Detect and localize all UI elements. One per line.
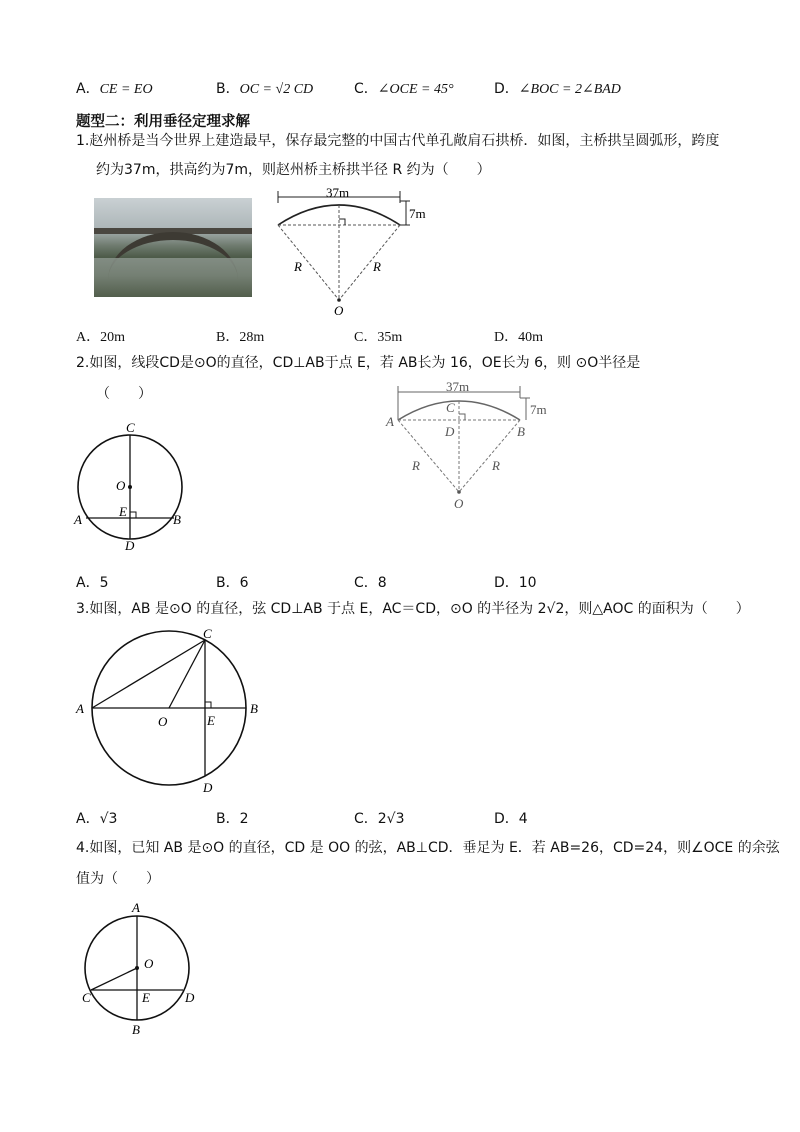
label-a-2: A [386, 414, 394, 429]
q3-circle-diagram [72, 626, 272, 801]
q3-option-c: C．2√3 [354, 811, 405, 827]
q4-line2: 值为（ ） [76, 871, 160, 887]
q3-option-b: B．2 [216, 811, 249, 827]
label-c: C [82, 990, 91, 1005]
q1-option-b: B．28m [216, 330, 265, 345]
option-text: CE = EO [99, 82, 153, 97]
label-a: A [132, 900, 140, 915]
span-label-2: 37m [446, 379, 470, 394]
label-b-2: B [517, 424, 525, 439]
q2-option-d: D．10 [494, 575, 537, 591]
option-c-top [354, 78, 454, 98]
q4-circle-diagram [80, 898, 210, 1038]
option-b-top [216, 78, 313, 98]
q1-option-d: D．40m [494, 330, 543, 345]
label-e: E [142, 990, 150, 1005]
label-e: E [207, 713, 215, 728]
section-title: 题型二：利用垂径定理求解 [76, 114, 250, 130]
label-c: C [203, 626, 212, 641]
option-text: ∠BOC = 2∠BAD [518, 82, 621, 97]
center-label: O [334, 303, 344, 318]
q1-option-a: A．20m [76, 330, 125, 345]
label-o: O [158, 714, 168, 729]
radius-right-2: R [492, 458, 500, 473]
label-d: D [203, 780, 213, 795]
height-label: 7m [409, 206, 426, 221]
q1-bridge-diagram [270, 185, 440, 320]
q1-line1: 1.赵州桥是当今世界上建造最早，保存最完整的中国古代单孔敞肩石拱桥．如图，主桥拱呈圆弧形，跨度 [76, 133, 720, 149]
center-label-2: O [454, 496, 464, 511]
option-text: ∠OCE = 45° [377, 82, 454, 97]
q2-option-b: B．6 [216, 575, 249, 591]
option-label: C． [354, 81, 378, 97]
option-label: B． [216, 81, 240, 97]
q4-line1: 4.如图，已知 AB 是⊙O 的直径，CD 是 OO 的弦，AB⊥CD．垂足为 E．若 AB=26，CD=24，则∠OCE 的余弦 [76, 840, 780, 856]
q3-option-d: D．4 [494, 811, 528, 827]
q3-line1: 3.如图，AB 是⊙O 的直径，弦 CD⊥AB 于点 E，AC＝CD，⊙O 的半径为 2√2，则△AOC 的面积为（ ） [76, 601, 750, 617]
label-d: D [125, 538, 135, 553]
radius-left-2: R [412, 458, 420, 473]
q3-option-a: A．√3 [76, 811, 118, 827]
label-o: O [144, 956, 154, 971]
label-b: B [132, 1022, 140, 1037]
option-a-top [76, 78, 153, 98]
span-label: 37m [326, 185, 350, 200]
label-o: O [116, 478, 126, 493]
q2-option-c: C．8 [354, 575, 387, 591]
zhaozhou-bridge-photo [94, 198, 252, 297]
option-label: A． [76, 81, 100, 97]
label-a: A [74, 512, 82, 527]
q1-line2: 约为37m，拱高约为7m，则赵州桥主桥拱半径 R 约为（ ） [96, 162, 491, 178]
option-text: OC = √2 CD [239, 82, 314, 97]
label-b: B [173, 512, 181, 527]
q2-line1: 2.如图，线段CD是⊙O的直径，CD⊥AB于点 E，若 AB长为 16，OE长为 6，则 ⊙O半径是 [76, 355, 641, 371]
q1-option-c: C．35m [354, 330, 403, 345]
radius-label-left: R [294, 259, 302, 274]
label-c: C [126, 420, 135, 435]
height-label-2: 7m [530, 402, 547, 417]
q2-line2: （ ） [96, 386, 152, 402]
label-d-2: D [445, 424, 455, 439]
option-label: D． [494, 81, 519, 97]
label-b: B [250, 701, 258, 716]
label-e: E [119, 504, 127, 519]
label-c-2: C [446, 400, 455, 415]
q2-bridge-diagram [380, 380, 560, 515]
option-d-top [494, 78, 621, 98]
q2-option-a: A．5 [76, 575, 109, 591]
label-d: D [185, 990, 195, 1005]
q2-circle-diagram [72, 420, 202, 555]
label-a: A [76, 701, 84, 716]
radius-label-right: R [373, 259, 381, 274]
